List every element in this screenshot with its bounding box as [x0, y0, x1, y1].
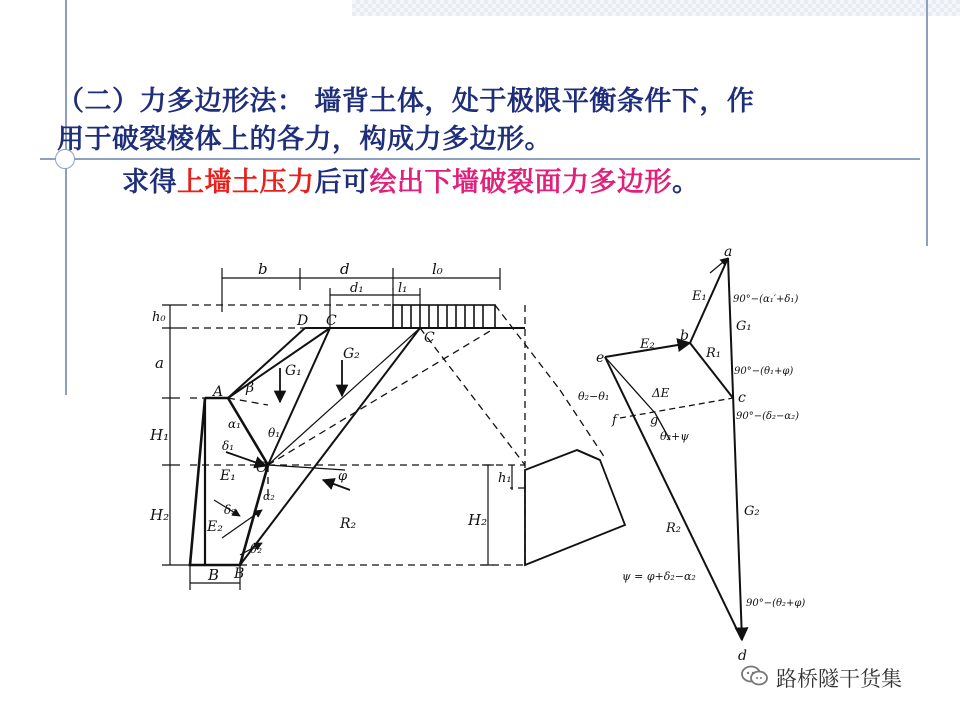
heading-method-title: （二）力多边形法：	[57, 86, 305, 117]
dim-d-label: d	[340, 260, 350, 278]
surcharge-load	[393, 305, 495, 328]
angle-alpha2-label: α₂	[263, 490, 275, 503]
dim-a-label: a	[155, 354, 164, 372]
construction-dashes	[180, 305, 605, 565]
poly-point-e-label: e	[596, 350, 605, 366]
angle-90-theta1-phi: 90°−(θ₁+φ)	[734, 366, 794, 377]
poly-deltaE-label: ΔE	[652, 386, 670, 400]
force-E1-label: E₁	[220, 468, 236, 484]
force-E2-label: E₂	[207, 519, 223, 535]
poly-R1-label: R₁	[706, 346, 721, 361]
force-arrows	[214, 360, 350, 555]
dim-h1-label: h₁	[498, 471, 512, 486]
poly-point-f-label: f	[612, 413, 617, 428]
dim-H2-label: H₂	[150, 506, 170, 524]
watermark	[740, 664, 902, 692]
heading-line-2-text: 用于破裂棱体上的各力，构成力多边形。	[57, 124, 552, 155]
poly-R2-label: R₂	[666, 521, 681, 536]
force-G1-label: G₁	[285, 363, 302, 379]
angle-theta1-label: θ₁	[268, 426, 281, 440]
heading-line-3-b: 后可	[314, 167, 370, 198]
point-C-label: C	[326, 313, 337, 329]
force-R2-label: R₂	[340, 516, 357, 532]
poly-point-b-label: b	[680, 328, 689, 344]
psi-formula: ψ = φ+δ₂−α₂	[622, 570, 696, 583]
wall-section	[190, 328, 525, 565]
dim-l0-label: l₀	[432, 260, 443, 278]
poly-point-d-label: d	[738, 648, 747, 664]
point-B-label: B	[234, 566, 245, 582]
wechat-icon	[740, 664, 770, 693]
angle-90-alpha1-delta1: 90°−(α₁′+δ₁)	[733, 294, 799, 305]
poly-point-a-label: a	[724, 244, 733, 260]
heading-line-3-end: 。	[672, 167, 700, 198]
dim-H2-right-label: H₂	[468, 511, 488, 529]
poly-E2-label: E₂	[640, 337, 655, 352]
dim-h0-label: h₀	[152, 310, 166, 325]
angle-theta2-plus-psi: θ₂+ψ	[660, 430, 689, 443]
poly-E1-label: E₁	[692, 289, 707, 304]
heading-lower-wall-polygon: 绘出下墙破裂面力多边形	[369, 167, 672, 198]
angle-90-theta2-phi: 90°−(θ₂+φ)	[746, 598, 806, 609]
force-G2-label: G₂	[343, 346, 360, 362]
angle-alpha1-label: α₁	[228, 417, 241, 431]
dim-l1-label: l₁	[398, 281, 408, 296]
dim-b-label: b	[258, 260, 268, 278]
angle-beta-label: β	[246, 380, 255, 396]
heading-upper-wall-pressure: 上墙土压力	[177, 167, 315, 198]
dim-H1-label: H₁	[150, 426, 170, 444]
angle-phi-label: φ	[338, 469, 348, 484]
poly-G2-label: G₂	[744, 504, 760, 519]
angle-theta2-label: θ₂	[250, 542, 263, 556]
dim-d1-label: d₁	[350, 281, 364, 296]
angle-delta2-label: δ₂	[224, 503, 237, 517]
lower-wall-block	[525, 450, 625, 565]
angle-theta2-minus-theta1: θ₂−θ₁	[578, 390, 610, 403]
point-Cprime-label: C	[424, 330, 435, 346]
poly-point-g-label: g	[650, 413, 659, 428]
poly-G1-label: G₁	[736, 319, 752, 334]
watermark-text: 路桥隧干货集	[776, 667, 902, 691]
angle-delta1-label: δ₁	[222, 439, 235, 453]
heading-line-1-text: 墙背土体，处于极限平衡条件下，作	[314, 86, 755, 117]
point-A-label: A	[213, 384, 224, 400]
poly-point-c-label: c	[738, 390, 746, 406]
dim-B-label: B	[208, 566, 220, 584]
point-O-label: O	[256, 460, 268, 476]
heading-line-3-a: 求得	[122, 167, 177, 198]
angle-90-delta2-alpha2: 90°−(δ₂−α₂)	[736, 411, 800, 422]
point-D-label: D	[297, 313, 309, 329]
